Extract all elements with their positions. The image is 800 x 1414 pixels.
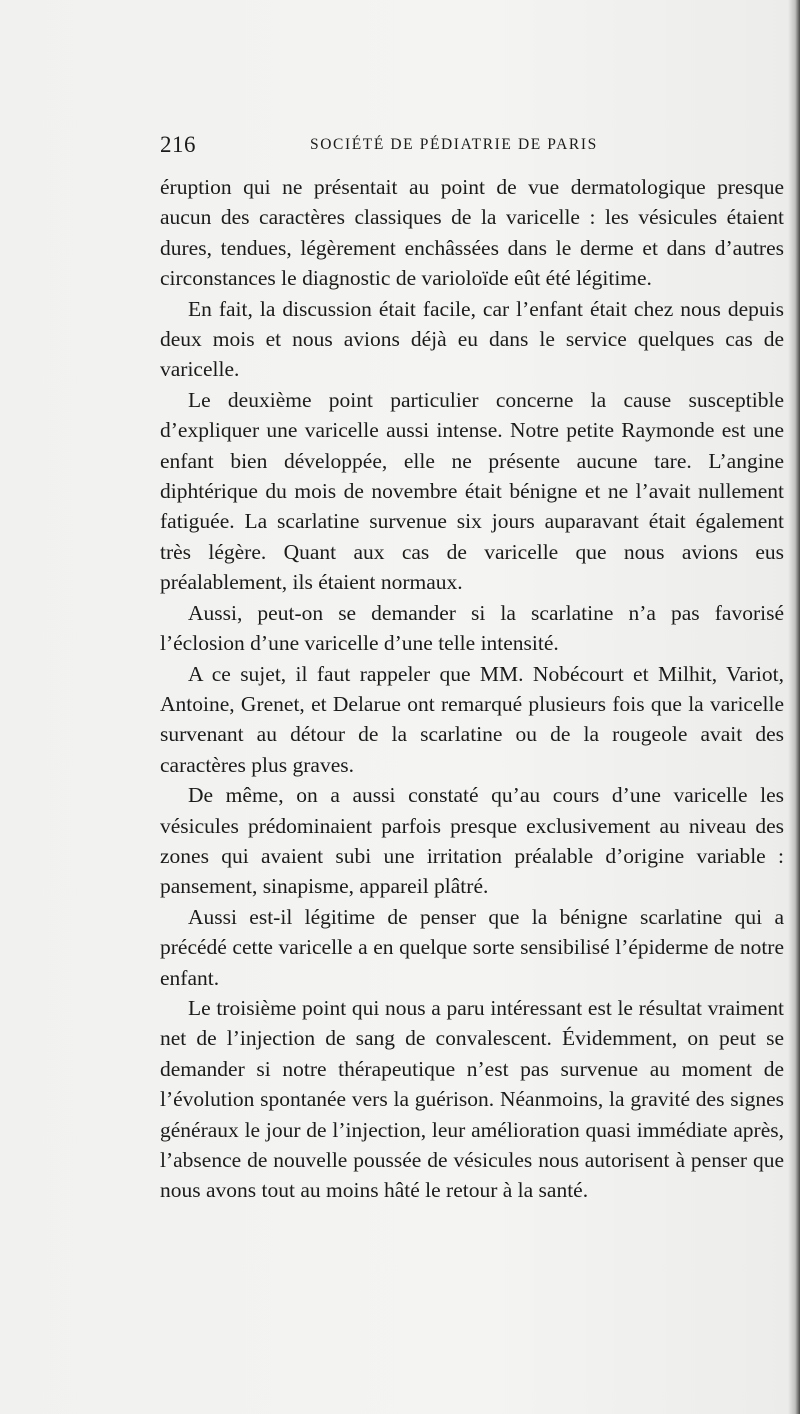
paragraph-7: Aussi est-il légitime de penser que la bénigne scarlatine qui a précédé cette varicelle a en quelque sorte sensibilisé l’épiderme de notre enfant. xyxy=(160,904,784,990)
page-header xyxy=(160,132,640,160)
page-edge-shadow xyxy=(788,0,800,1414)
running-title: SOCIÉTÉ DE PÉDIATRIE DE PARIS xyxy=(310,136,598,153)
paragraph-6: De même, on a aussi constaté qu’au cours d’une varicelle les vésicules prédominaient parfois presque exclusivement au niveau des zones qui avaient subi une irritation préalable d’origine variable : pansement, sinapisme, appareil plâtré. xyxy=(160,783,784,899)
paragraph-5: A ce sujet, il faut rappeler que MM. Nobécourt et Milhit, Variot, Antoine, Grenet, et Delarue ont remarqué plusieurs fois que la varicelle survenant au détour de la scarlatine ou de la rougeole avait des caractères plus graves. xyxy=(160,661,784,777)
paragraph-1: éruption qui ne présentait au point de vue dermatologique presque aucun des caractères classiques de la varicelle : les vésicules étaient dures, tendues, légèrement enchâssées dans le derme et dans d’autres circonstances le diagnostic de varioloïde eût été légitime. xyxy=(160,175,784,291)
page-number: 216 xyxy=(160,132,196,157)
paragraph-4: Aussi, peut-on se demander si la scarlatine n’a pas favorisé l’éclosion d’une varicelle d’une telle intensité. xyxy=(160,600,784,656)
paragraph-2: En fait, la discussion était facile, car l’enfant était chez nous depuis deux mois et nous avions déjà eu dans le service quelques cas de varicelle. xyxy=(160,296,784,382)
body-text xyxy=(160,172,784,1206)
paragraph-3: Le deuxième point particulier concerne la cause susceptible d’expliquer une varicelle aussi intense. Notre petite Raymonde est une enfant bien développée, elle ne présente aucune tare. L’angine diphtérique du mois de novembre était bénigne et ne l’avait nullement fatiguée. La scarlatine survenue six jours auparavant était également très légère. Quant aux cas de varicelle que nous avions eus préalablement, ils étaient normaux. xyxy=(160,387,784,595)
paragraph-8: Le troisième point qui nous a paru intéressant est le résultat vraiment net de l’injection de sang de convalescent. Évidemment, on peut se demander si notre thérapeutique n’est pas survenue au moment de l’évolution spontanée vers la guérison. Néanmoins, la gravité des signes généraux le jour de l’injection, leur amélioration quasi immédiate après, l’absence de nouvelle poussée de vésicules nous autorisent à penser que nous avons tout au moins hâté le retour à la santé. xyxy=(160,995,784,1203)
